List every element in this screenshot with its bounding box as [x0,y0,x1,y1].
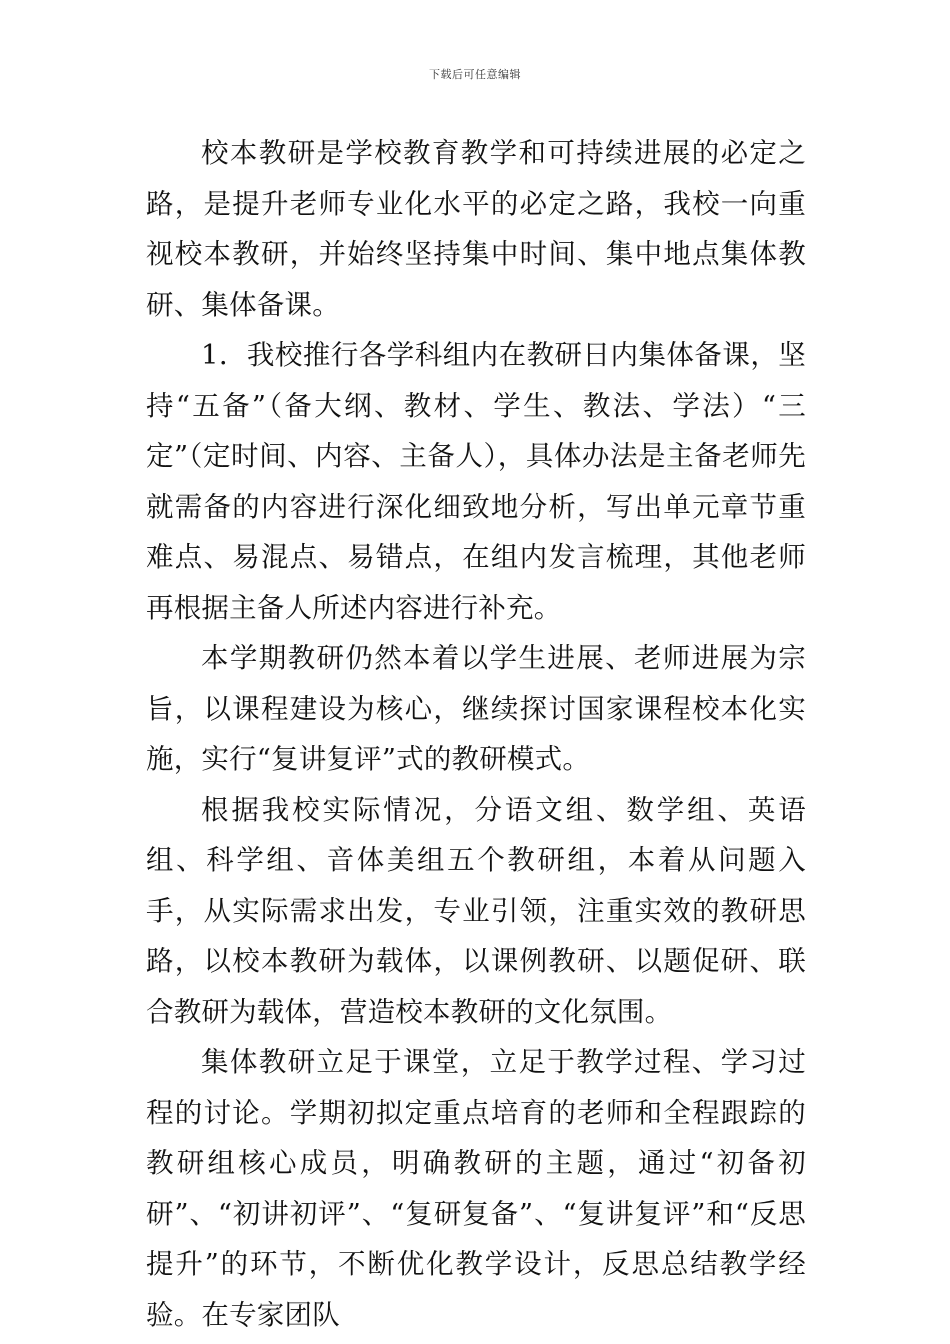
paragraph-3: 本学期教研仍然本着以学生进展、老师进展为宗旨，以课程建设为核心，继续探讨国家课程校本化实施，实行“复讲复评”式的教研模式。 [146,642,806,775]
document-body [146,128,806,1340]
paragraph-1: 校本教研是学校教育教学和可持续进展的必定之路，是提升老师专业化水平的必定之路，我校一向重视校本教研，并始终坚持集中时间、集中地点集体教研、集体备课。 [146,137,806,321]
paragraph-4: 根据我校实际情况，分语文组、数学组、英语组、科学组、音体美组五个教研组，本着从问题入手，从实际需求出发，专业引领，注重实效的教研思路，以校本教研为载体，以课例教研、以题促研、联合教研为载体，营造校本教研的文化氛围。 [146,793,806,1028]
paragraph-5: 集体教研立足于课堂，立足于教学过程、学习过程的讨论。学期初拟定重点培育的老师和全程跟踪的教研组核心成员，明确教研的主题，通过“初备初研”、“初讲初评”、“复研复备”、“复讲复评”和“反思提升”的环节，不断优化教学设计，反思总结教学经验。在专家团队 [146,1046,806,1331]
paragraph-2: 1．我校推行各学科组内在教研日内集体备课，坚持“五备”（备大纲、教材、学生、教法、学法）“三定”（定时间、内容、主备人），具体办法是主备老师先就需备的内容进行深化细致地分析，写出单元章节重难点、易混点、易错点，在组内发言梳理，其他老师再根据主备人所述内容进行补充。 [146,339,806,624]
header-note: 下载后可任意编辑 [429,68,521,81]
